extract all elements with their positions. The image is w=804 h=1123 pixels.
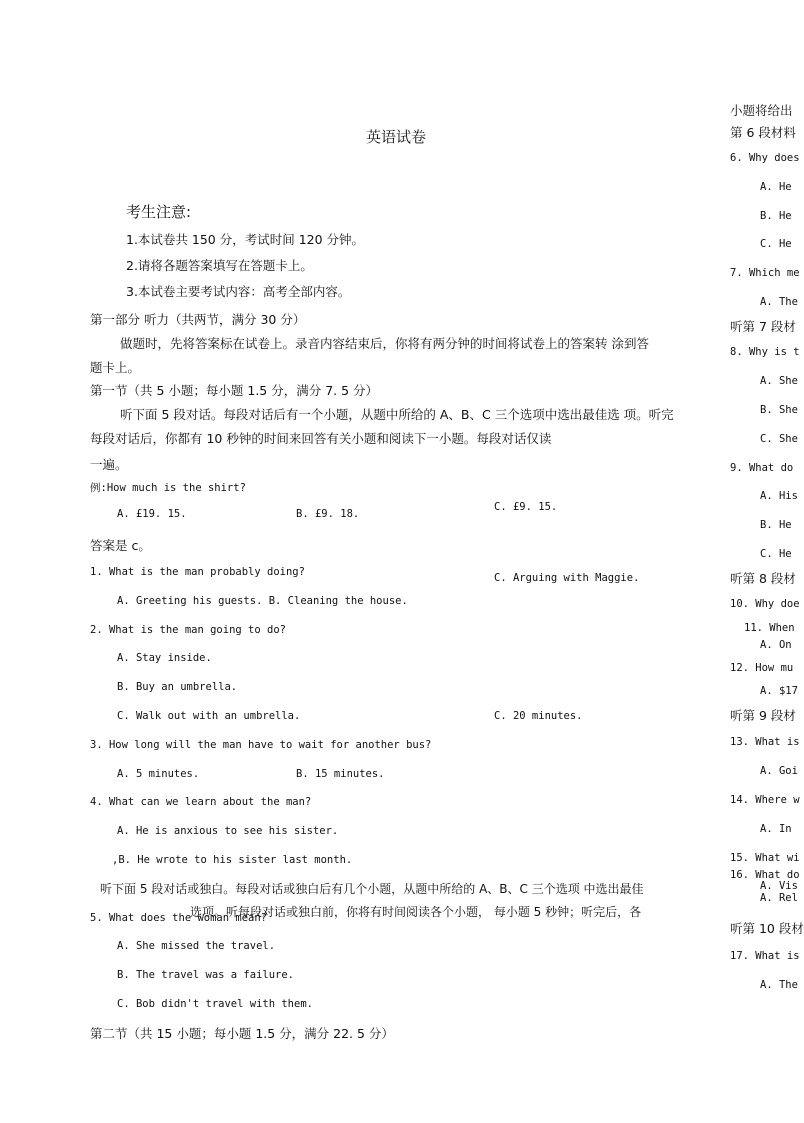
section1-instructions-line3: 一遍。 — [90, 457, 128, 472]
q1-question: 1. What is the man probably doing? — [90, 566, 305, 578]
q4-option-a: A. He is anxious to see his sister. — [117, 825, 339, 837]
part1-instructions-line2: 题卡上。 — [90, 360, 141, 375]
right-col-line: 听第 9 段材 — [730, 708, 796, 723]
q5-option-c: C. Bob didn't travel with them. — [117, 998, 313, 1010]
right-col-line: 9. What do — [730, 462, 794, 474]
right-col-line: A. On — [760, 639, 792, 651]
q3-option-b: B. 15 minutes. — [296, 768, 385, 780]
q2-option-a: A. Stay inside. — [117, 652, 212, 664]
q2-option-c: C. Walk out with an umbrella. — [117, 710, 301, 722]
right-col-line: A. The — [760, 979, 798, 991]
section1-heading: 第一节（共 5 小题；每小题 1.5 分，满分 7. 5 分） — [90, 383, 379, 398]
right-col-line: 13. What is — [730, 736, 800, 748]
right-col-line: C. He — [760, 548, 792, 560]
right-col-line: B. He — [760, 519, 792, 531]
right-col-line: C. She — [760, 433, 798, 445]
right-col-line: 11. When — [744, 622, 795, 634]
notice-item-1: 1.本试卷共 150 分，考试时间 120 分钟。 — [126, 232, 365, 247]
example-option-a: A. £19. 15. — [117, 508, 187, 520]
right-col-line: B. She — [760, 404, 798, 416]
right-col-line: A. $17 — [760, 685, 798, 697]
part1-heading: 第一部分 听力（共两节，满分 30 分） — [90, 312, 306, 327]
example-answer: 答案是 c。 — [90, 538, 151, 553]
right-col-line: A. In — [760, 823, 792, 835]
example-question: 例:How much is the shirt? — [90, 482, 246, 494]
q4-option-b: ,B. He wrote to his sister last month. — [112, 854, 353, 866]
right-col-line: 听第 10 段材 — [730, 921, 804, 936]
right-col-line: C. He — [760, 238, 792, 250]
right-col-line: 16. What do — [730, 869, 800, 881]
right-col-line: 17. What is — [730, 950, 800, 962]
right-col-line: A. His — [760, 490, 798, 502]
right-col-line: A. The — [760, 296, 798, 308]
part1-instructions-line1: 做题时，先将答案标在试卷上。录音内容结束后，你将有两分钟的时间将试卷上的答案转 涂到答 — [120, 336, 649, 351]
right-col-line: A. He — [760, 181, 792, 193]
q3-question: 3. How long will the man have to wait for another bus? — [90, 739, 432, 751]
section2-instructions-line1: 听下面 5 段对话或独白。每段对话或独白后有几个小题，从题中所给的 A、B、C 三个选项 中选出最佳 — [100, 882, 644, 896]
section2-instructions-line2: 选项。听每段对话或独白前，你将有时间阅读各个小题， 每小题 5 秒钟；听完后，各 — [190, 905, 642, 919]
q4-question: 4. What can we learn about the man? — [90, 796, 312, 808]
right-col-line: 第 6 段材料 — [730, 125, 796, 140]
q3-option-a: A. 5 minutes. — [117, 768, 200, 780]
q5-option-b: B. The travel was a failure. — [117, 969, 295, 981]
right-col-line: 14. Where w — [730, 794, 800, 806]
example-option-b: B. £9. 18. — [296, 508, 360, 520]
right-col-line: B. He — [760, 210, 792, 222]
right-col-line: 7. Which me — [730, 267, 800, 279]
right-col-line: A. She — [760, 375, 798, 387]
q5-question: 5. What does the woman mean? — [90, 912, 268, 924]
right-col-line: A. Vis — [760, 880, 798, 892]
q2-option-b: B. Buy an umbrella. — [117, 681, 238, 693]
q3-option-c: C. 20 minutes. — [494, 710, 583, 722]
right-col-line: A. Goi — [760, 765, 798, 777]
section1-instructions-line2: 每段对话后，你都有 10 秒钟的时间来回答有关小题和阅读下一小题。每段对话仅读 — [90, 431, 552, 446]
right-col-line: 6. Why does — [730, 152, 800, 164]
right-col-line: 8. Why is t — [730, 346, 800, 358]
right-col-line: 10. Why doe — [730, 598, 800, 610]
notice-heading: 考生注意: — [126, 203, 192, 221]
right-col-line: 12. How mu — [730, 662, 794, 674]
example-option-c: C. £9. 15. — [494, 501, 558, 513]
q1-options-ab: A. Greeting his guests. B. Cleaning the house. — [117, 595, 408, 607]
right-col-line: 15. What wi — [730, 852, 800, 864]
right-column-cropped — [730, 0, 804, 1123]
notice-item-3: 3.本试卷主要考试内容：高考全部内容。 — [126, 284, 351, 299]
q2-question: 2. What is the man going to do? — [90, 624, 286, 636]
right-col-line: 小题将给出 — [730, 103, 793, 118]
right-col-line: 听第 8 段材 — [730, 571, 796, 586]
section2-heading: 第二节（共 15 小题；每小题 1.5 分，满分 22. 5 分） — [90, 1026, 394, 1041]
q1-option-c: C. Arguing with Maggie. — [494, 572, 640, 584]
notice-item-2: 2.请将各题答案填写在答题卡上。 — [126, 258, 313, 273]
page-title: 英语试卷 — [366, 128, 427, 146]
q5-option-a: A. She missed the travel. — [117, 940, 276, 952]
right-col-line: 听第 7 段材 — [730, 319, 796, 334]
right-col-line: A. Rel — [760, 892, 798, 904]
section1-instructions-line1: 听下面 5 段对话。每段对话后有一个小题，从题中所给的 A、B、C 三个选项中选出最佳选 项。听完 — [120, 407, 674, 422]
